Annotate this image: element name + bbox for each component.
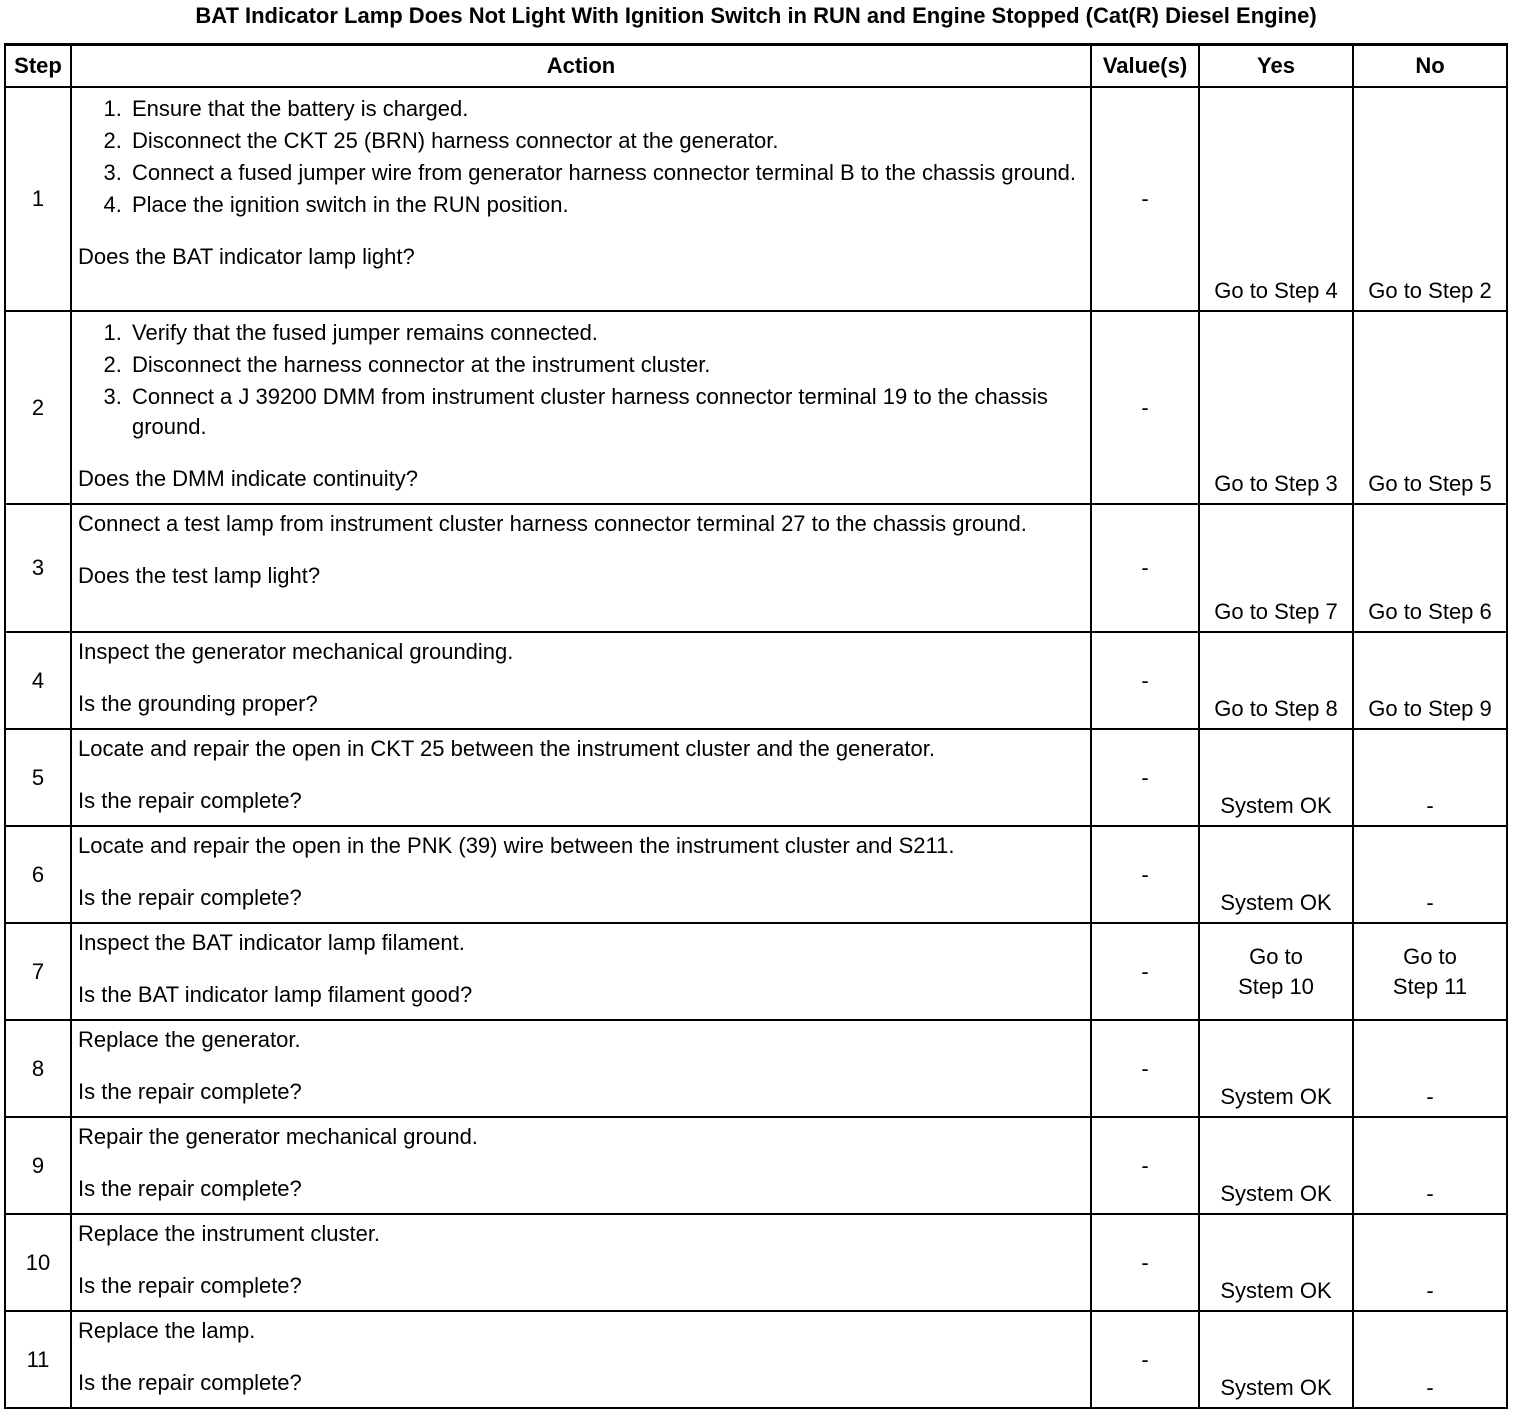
- step-number: 6: [5, 826, 71, 923]
- action-text: Locate and repair the open in CKT 25 between the instrument cluster and the generator.: [78, 736, 935, 761]
- yes-cell: System OK: [1199, 826, 1353, 923]
- list-item: 2. Disconnect the harness connector at the instrument cluster.: [128, 350, 1082, 380]
- list-item: 3. Connect a fused jumper wire from generator harness connector terminal B to the chassis ground.: [128, 158, 1082, 188]
- no-line: Step 11: [1392, 973, 1468, 999]
- action-text: Replace the instrument cluster.: [78, 1221, 381, 1246]
- header-action: Action: [71, 45, 1091, 88]
- action-text: Locate and repair the open in the PNK (39) wire between the instrument cluster and S211.: [78, 833, 955, 858]
- action-text: Inspect the BAT indicator lamp filament.: [78, 930, 465, 955]
- action-question: Does the BAT indicator lamp light?: [78, 244, 415, 269]
- yes-cell: Go to Step 3: [1199, 311, 1353, 504]
- no-cell: -: [1353, 1117, 1507, 1214]
- table-row: [5, 923, 1507, 1020]
- no-cell: -: [1353, 729, 1507, 826]
- action-text: Replace the lamp.: [78, 1318, 256, 1343]
- step-number: 4: [5, 632, 71, 729]
- action-cell: [71, 87, 1091, 311]
- action-cell: [71, 729, 1091, 826]
- no-cell: Go to Step 5: [1353, 311, 1507, 504]
- yes-cell: Go to Step 4: [1199, 87, 1353, 311]
- table-row: [5, 87, 1507, 311]
- no-cell: -: [1353, 1311, 1507, 1408]
- value-cell: -: [1091, 729, 1199, 826]
- list-item: 4. Place the ignition switch in the RUN position.: [128, 190, 1082, 220]
- action-question: Is the BAT indicator lamp filament good?: [78, 982, 473, 1007]
- action-cell: [71, 1214, 1091, 1311]
- action-question: Is the repair complete?: [78, 788, 302, 813]
- no-cell: [1353, 923, 1507, 1020]
- action-text: Replace the generator.: [78, 1027, 301, 1052]
- no-line: Go to: [1403, 943, 1457, 969]
- action-cell: [71, 1020, 1091, 1117]
- action-cell: [71, 632, 1091, 729]
- no-cell: -: [1353, 826, 1507, 923]
- action-question: Does the test lamp light?: [78, 563, 321, 588]
- action-list: [78, 318, 1082, 442]
- action-text: Inspect the generator mechanical grounding.: [78, 639, 514, 664]
- list-item: 3. Connect a J 39200 DMM from instrument cluster harness connector terminal 19 to the chassis ground.: [128, 382, 1082, 442]
- header-row: [5, 45, 1507, 88]
- action-cell: [71, 1311, 1091, 1408]
- action-question: Is the repair complete?: [78, 1370, 302, 1395]
- step-number: 2: [5, 311, 71, 504]
- table-row: [5, 1117, 1507, 1214]
- no-cell: Go to Step 2: [1353, 87, 1507, 311]
- no-cell: -: [1353, 1214, 1507, 1311]
- yes-cell: System OK: [1199, 1311, 1353, 1408]
- step-number: 11: [5, 1311, 71, 1408]
- yes-line: Go to: [1249, 943, 1303, 969]
- table-row: [5, 1311, 1507, 1408]
- value-cell: -: [1091, 923, 1199, 1020]
- yes-cell: Go to Step 8: [1199, 632, 1353, 729]
- step-number: 1: [5, 87, 71, 311]
- table-row: [5, 729, 1507, 826]
- header-values: Value(s): [1091, 45, 1199, 88]
- table-row: [5, 1214, 1507, 1311]
- step-number: 3: [5, 504, 71, 632]
- value-cell: -: [1091, 311, 1199, 504]
- action-cell: [71, 504, 1091, 632]
- list-item: 1. Verify that the fused jumper remains connected.: [128, 318, 1082, 348]
- value-cell: -: [1091, 632, 1199, 729]
- value-cell: -: [1091, 1020, 1199, 1117]
- action-question: Is the repair complete?: [78, 1176, 302, 1201]
- no-cell: -: [1353, 1020, 1507, 1117]
- action-question: Is the grounding proper?: [78, 691, 318, 716]
- header-yes: Yes: [1199, 45, 1353, 88]
- action-cell: [71, 826, 1091, 923]
- value-cell: -: [1091, 1117, 1199, 1214]
- list-item: 1. Ensure that the battery is charged.: [128, 94, 1082, 124]
- action-cell: [71, 1117, 1091, 1214]
- action-text: Connect a test lamp from instrument cluster harness connector terminal 27 to the chassis ground.: [78, 511, 1027, 536]
- yes-line: Step 10: [1238, 973, 1314, 999]
- action-cell: [71, 311, 1091, 504]
- table-row: [5, 632, 1507, 729]
- table-row: [5, 1020, 1507, 1117]
- yes-cell: Go to Step 7: [1199, 504, 1353, 632]
- action-question: Is the repair complete?: [78, 1273, 302, 1298]
- diagnostic-table: [4, 43, 1508, 1409]
- value-cell: -: [1091, 826, 1199, 923]
- table-row: [5, 504, 1507, 632]
- step-number: 9: [5, 1117, 71, 1214]
- value-cell: -: [1091, 1311, 1199, 1408]
- step-number: 7: [5, 923, 71, 1020]
- page-title: BAT Indicator Lamp Does Not Light With Ignition Switch in RUN and Engine Stopped (Cat(R) Diesel Engine): [195, 3, 1317, 28]
- yes-cell: System OK: [1199, 1020, 1353, 1117]
- value-cell: -: [1091, 87, 1199, 311]
- step-number: 5: [5, 729, 71, 826]
- action-question: Is the repair complete?: [78, 885, 302, 910]
- yes-cell: System OK: [1199, 729, 1353, 826]
- value-cell: -: [1091, 504, 1199, 632]
- table-row: [5, 311, 1507, 504]
- no-cell: Go to Step 9: [1353, 632, 1507, 729]
- action-text: Repair the generator mechanical ground.: [78, 1124, 478, 1149]
- action-list: [78, 94, 1082, 220]
- yes-cell: System OK: [1199, 1117, 1353, 1214]
- step-number: 10: [5, 1214, 71, 1311]
- no-cell: Go to Step 6: [1353, 504, 1507, 632]
- action-cell: [71, 923, 1091, 1020]
- step-number: 8: [5, 1020, 71, 1117]
- yes-cell: [1199, 923, 1353, 1020]
- list-item: 2. Disconnect the CKT 25 (BRN) harness connector at the generator.: [128, 126, 1082, 156]
- header-step: Step: [5, 45, 71, 88]
- action-question: Does the DMM indicate continuity?: [78, 466, 418, 491]
- header-no: No: [1353, 45, 1507, 88]
- table-row: [5, 826, 1507, 923]
- yes-cell: System OK: [1199, 1214, 1353, 1311]
- action-question: Is the repair complete?: [78, 1079, 302, 1104]
- value-cell: -: [1091, 1214, 1199, 1311]
